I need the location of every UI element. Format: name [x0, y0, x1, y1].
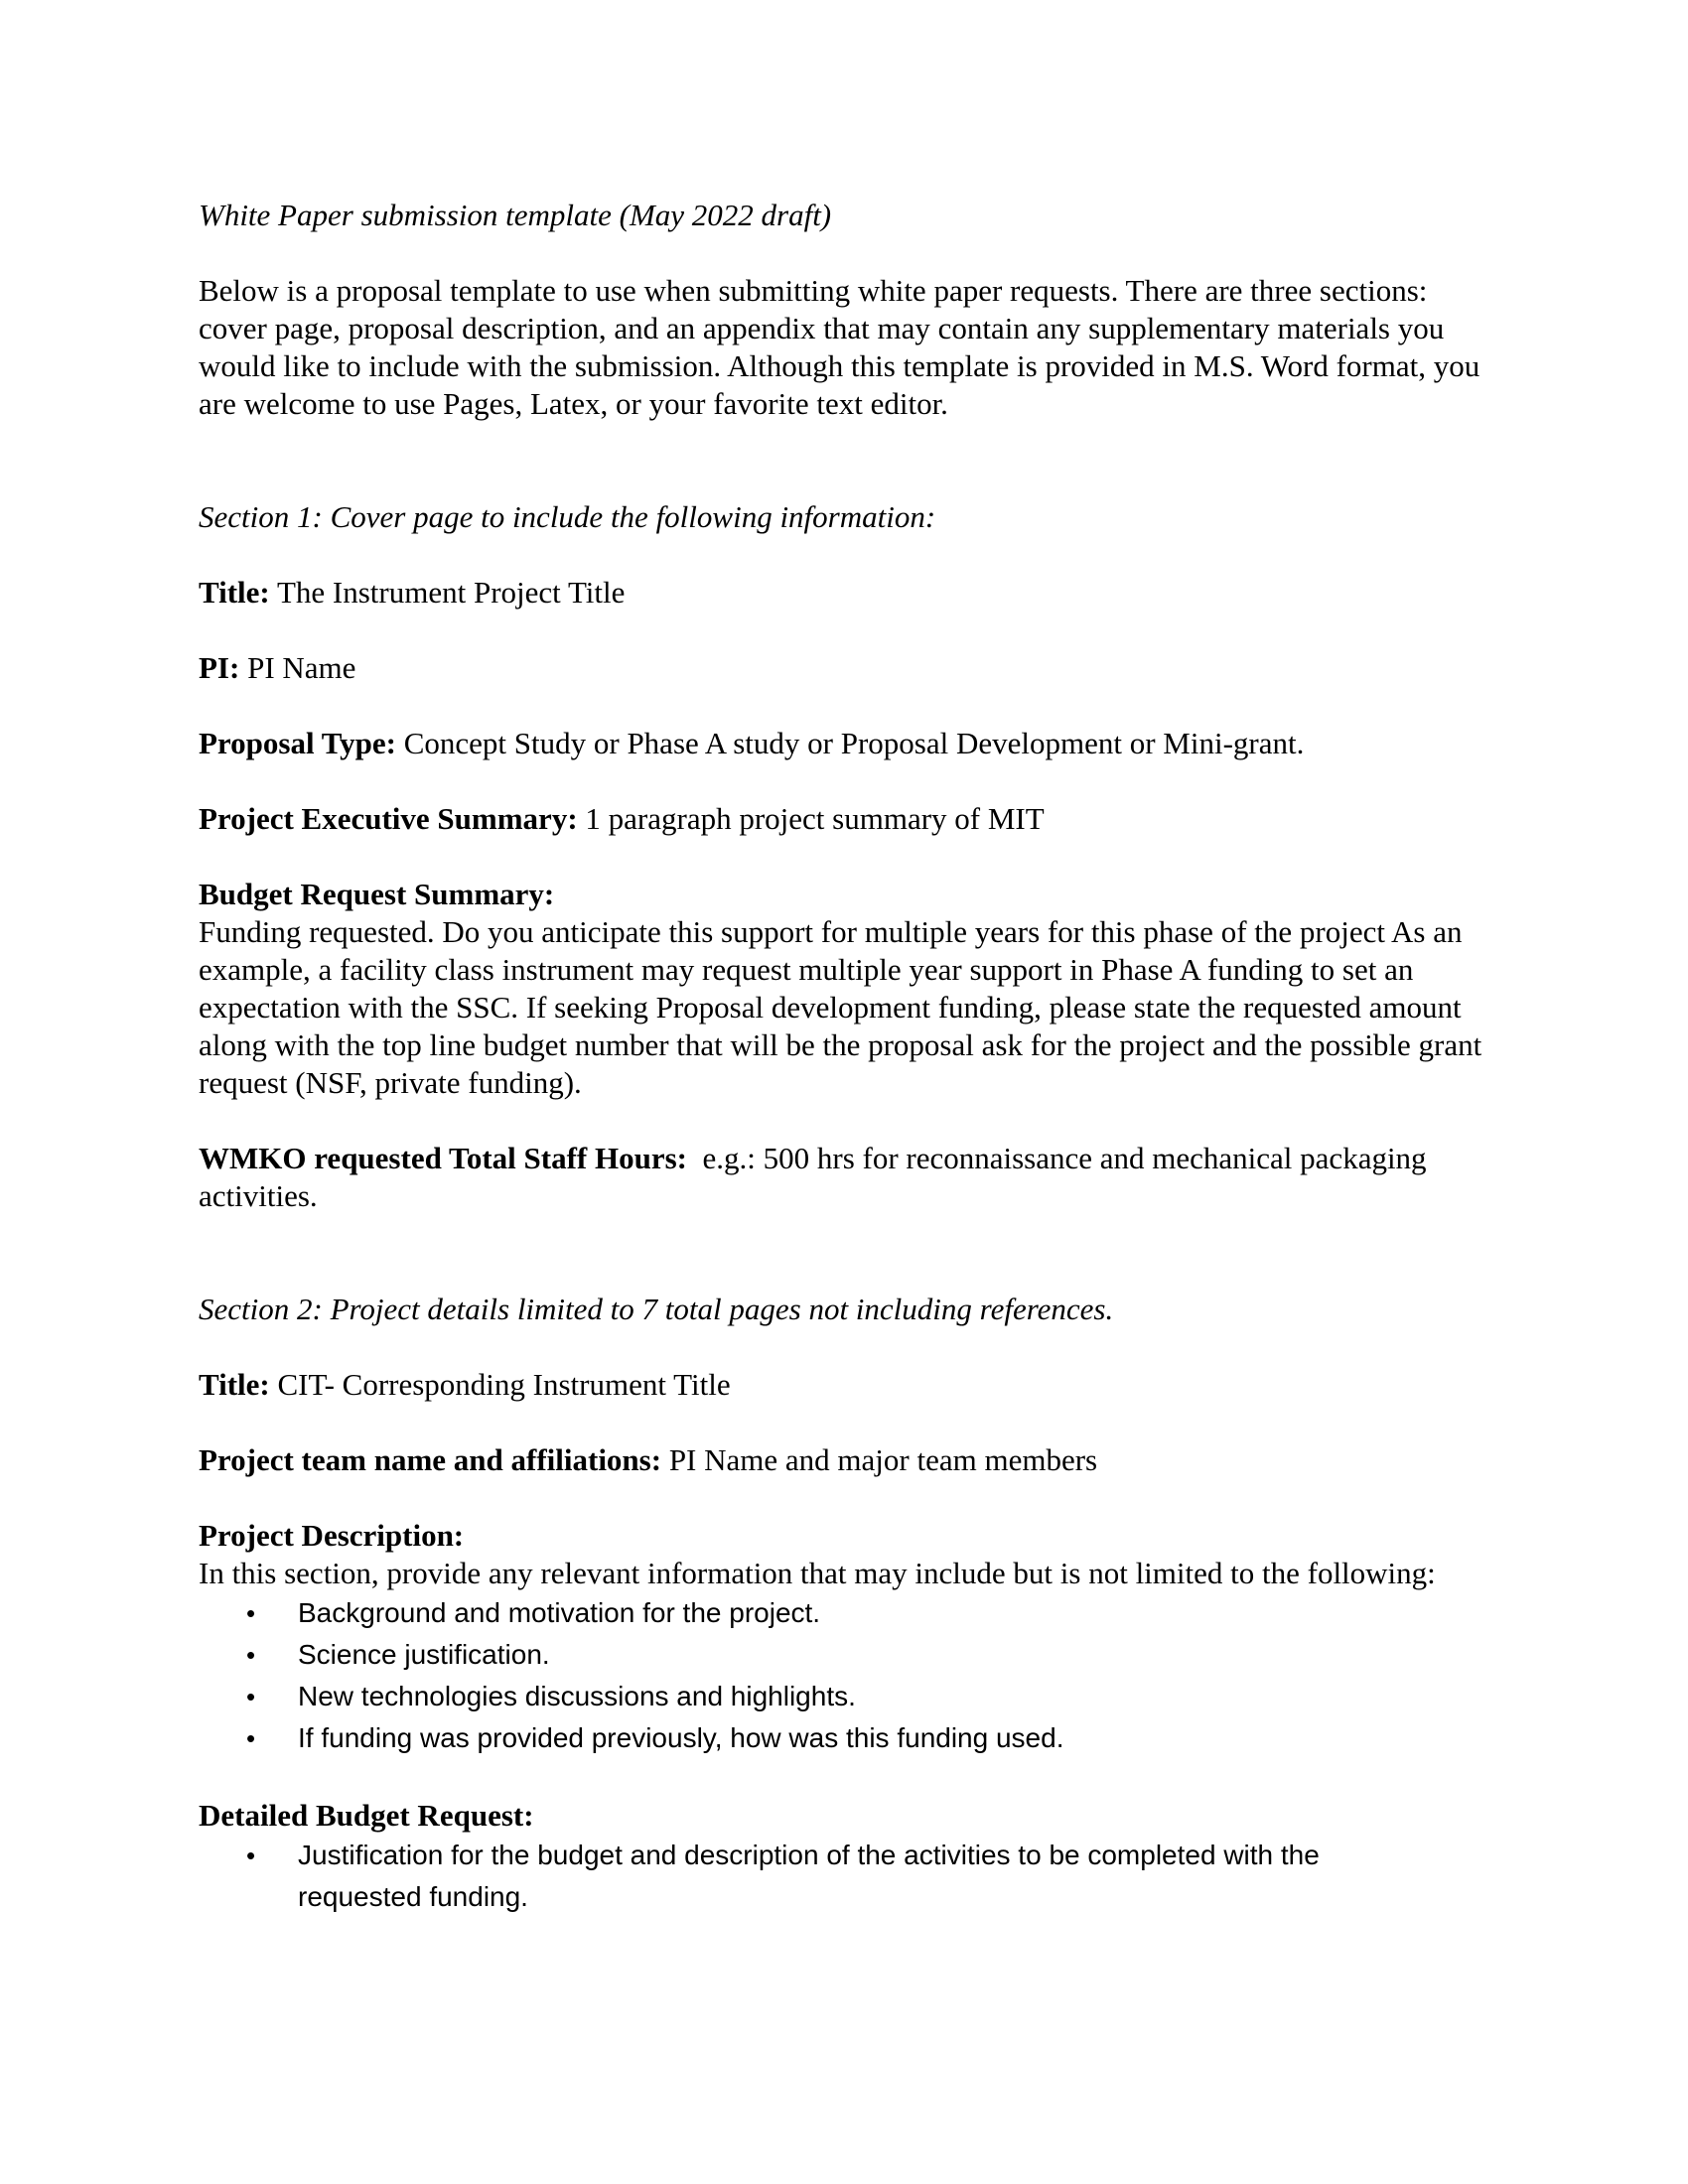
document-page — [199, 197, 1499, 1918]
cover-title-field — [199, 574, 1499, 612]
bullet-text: New technologies discussions and highlights. — [298, 1681, 856, 1711]
pi-value: PI Name — [247, 650, 356, 685]
project-team-value: PI Name and major team members — [668, 1442, 1098, 1477]
detailed-budget-bullets — [199, 1835, 1499, 1918]
bullet-text: Justification for the budget and description of the activities to be completed with the requested funding. — [298, 1840, 1320, 1912]
detailed-budget-label: Detailed Budget Request: — [199, 1798, 534, 1833]
instrument-title-value: CIT- Corresponding Instrument Title — [277, 1367, 731, 1402]
bullet-icon: • — [246, 1640, 256, 1670]
staff-hours-field — [199, 1140, 1499, 1215]
project-description-label: Project Description: — [199, 1518, 465, 1553]
exec-summary-value: 1 paragraph project summary of MIT — [585, 801, 1045, 836]
section-1-heading: Section 1: Cover page to include the following information: — [199, 499, 936, 534]
proposal-type-value: Concept Study or Phase A study or Proposal Development or Mini-grant. — [403, 726, 1305, 760]
list-item — [199, 1592, 1499, 1634]
proposal-type-field — [199, 725, 1499, 762]
bullet-icon: • — [246, 1682, 256, 1711]
list-item — [199, 1835, 1499, 1918]
list-item — [199, 1634, 1499, 1676]
pi-field — [199, 649, 1499, 687]
bullet-icon: • — [246, 1723, 256, 1753]
budget-summary-text: Funding requested. Do you anticipate this support for multiple years for this phase of the project As an example, a facility class instrument may request multiple year support in Phase A funding to set an expectation with the SSC. If seeking Proposal development funding, please state the requested amount along with the top line budget number that will be the proposal ask for the project and the possible grant request (NSF, private funding). — [199, 914, 1482, 1100]
project-description-text: In this section, provide any relevant information that may include but is not limited to the following: — [199, 1556, 1436, 1590]
staff-hours-value: e.g.: 500 hrs for reconnaissance and mechanical packaging activities. — [199, 1141, 1427, 1213]
list-item — [199, 1676, 1499, 1717]
project-team-field — [199, 1441, 1499, 1479]
budget-summary-label: Budget Request Summary: — [199, 877, 555, 911]
instrument-title-field — [199, 1366, 1499, 1404]
staff-hours-label: WMKO requested Total Staff Hours: — [199, 1141, 687, 1175]
exec-summary-field — [199, 800, 1499, 838]
bullet-icon: • — [246, 1598, 256, 1628]
pi-label: PI: — [199, 650, 240, 685]
exec-summary-label: Project Executive Summary: — [199, 801, 578, 836]
cover-title-value: The Instrument Project Title — [276, 575, 626, 610]
intro-paragraph: Below is a proposal template to use when submitting white paper requests. There are three sections: cover page, proposal description, and an appendix that may contain any supplementary materials you would like to include with the submission. Although this template is provided in M.S. Word format, you are welcome to use Pages, Latex, or your favorite text editor. — [199, 273, 1480, 421]
project-team-label: Project team name and affiliations: — [199, 1442, 662, 1477]
list-item — [199, 1717, 1499, 1759]
project-description-bullets — [199, 1592, 1499, 1759]
bullet-icon: • — [246, 1841, 256, 1870]
proposal-type-label: Proposal Type: — [199, 726, 396, 760]
section-2-heading: Section 2: Project details limited to 7 total pages not including references. — [199, 1292, 1114, 1326]
bullet-text: If funding was provided previously, how was this funding used. — [298, 1722, 1064, 1753]
bullet-text: Background and motivation for the project. — [298, 1597, 821, 1628]
document-title: White Paper submission template (May 2022 draft) — [199, 198, 832, 232]
bullet-text: Science justification. — [298, 1639, 550, 1670]
instrument-title-label: Title: — [199, 1367, 270, 1402]
cover-title-label: Title: — [199, 575, 270, 610]
